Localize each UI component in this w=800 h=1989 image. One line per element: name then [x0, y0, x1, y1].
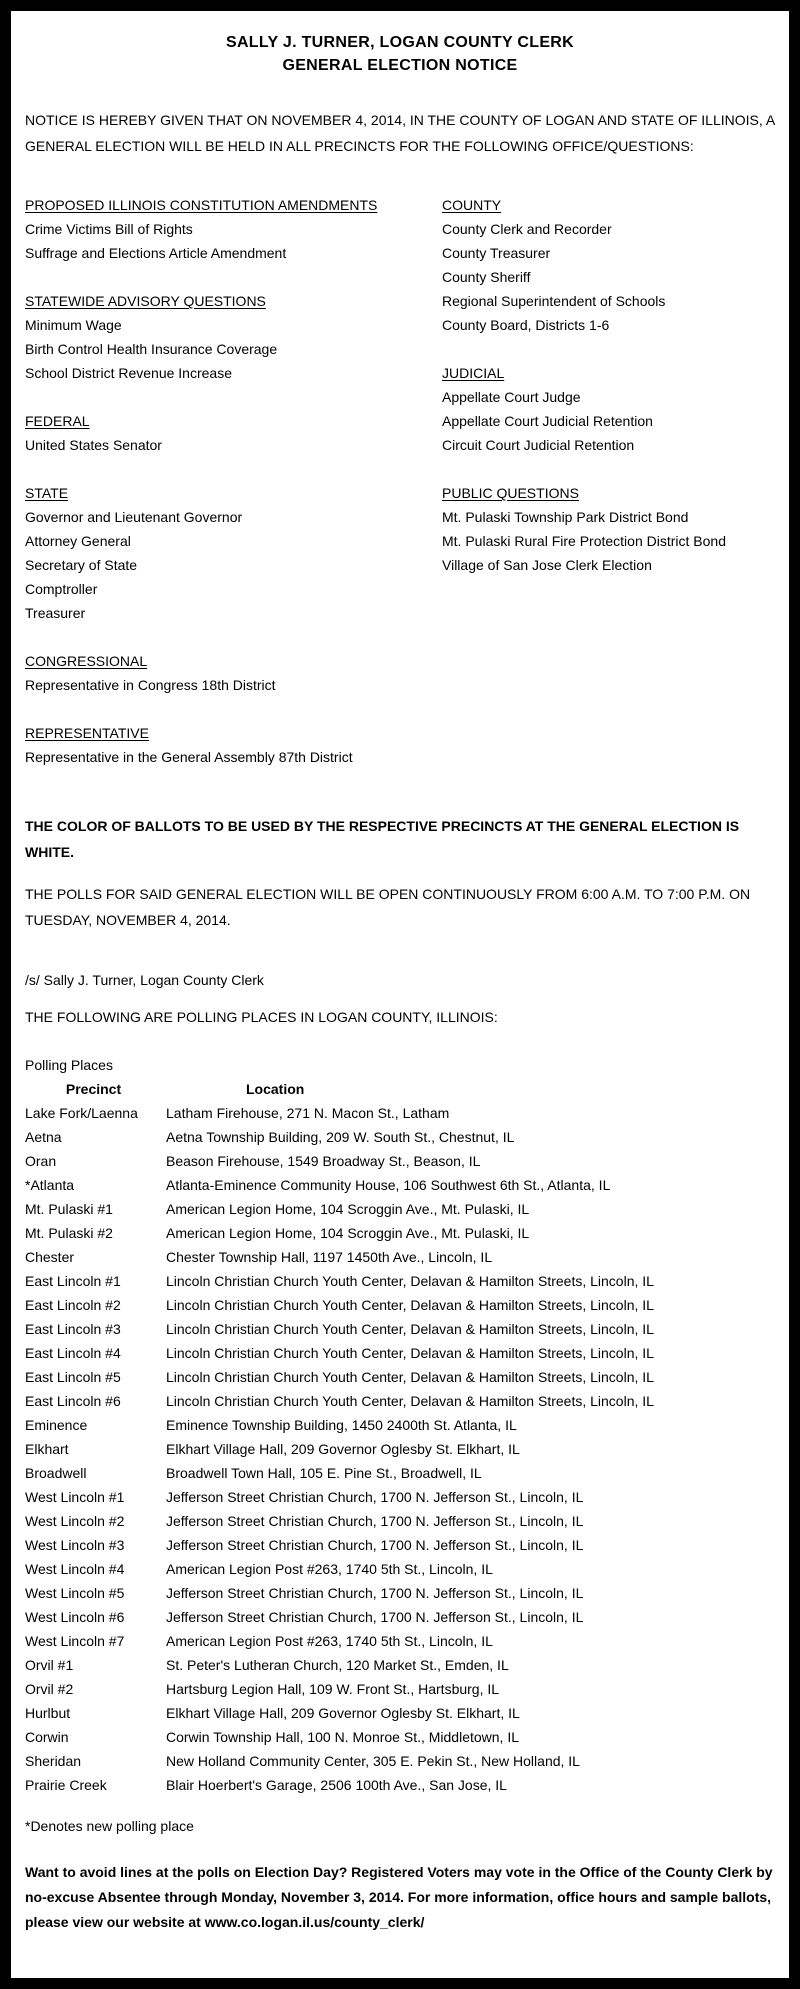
- polling-location: Atlanta-Eminence Community House, 106 Southwest 6th St., Atlanta, IL: [166, 1177, 611, 1193]
- office-section-item: Minimum Wage: [25, 317, 122, 333]
- precinct-name: East Lincoln #4: [25, 1345, 121, 1361]
- polling-location: Aetna Township Building, 209 W. South St., Chestnut, IL: [166, 1129, 515, 1145]
- clerk-signature-line: /s/ Sally J. Turner, Logan County Clerk: [25, 972, 264, 988]
- polling-location: Lincoln Christian Church Youth Center, Delavan & Hamilton Streets, Lincoln, IL: [166, 1345, 654, 1361]
- office-section: [25, 721, 442, 769]
- polling-location: New Holland Community Center, 305 E. Pekin St., New Holland, IL: [166, 1753, 580, 1769]
- polling-table-row: [25, 1725, 775, 1749]
- precinct-name: West Lincoln #7: [25, 1633, 125, 1649]
- office-section-heading: REPRESENTATIVE: [25, 725, 149, 741]
- office-section-item: County Treasurer: [442, 245, 551, 261]
- precinct-name: East Lincoln #1: [25, 1273, 121, 1289]
- office-section: [25, 409, 442, 457]
- polling-table-row: [25, 1461, 775, 1485]
- polling-table-row: [25, 1749, 775, 1773]
- office-section-item: Mt. Pulaski Township Park District Bond: [442, 509, 689, 525]
- polling-table-row: [25, 1773, 775, 1797]
- precinct-name: West Lincoln #4: [25, 1561, 125, 1577]
- precinct-name: West Lincoln #2: [25, 1513, 125, 1529]
- office-section-heading: STATEWIDE ADVISORY QUESTIONS: [25, 293, 266, 309]
- office-section-heading: PROPOSED ILLINOIS CONSTITUTION AMENDMENTS: [25, 197, 378, 213]
- precinct-name: West Lincoln #6: [25, 1609, 125, 1625]
- polling-location: Latham Firehouse, 271 N. Macon St., Latham: [166, 1105, 450, 1121]
- new-polling-place-note: *Denotes new polling place: [25, 1818, 194, 1834]
- precinct-name: East Lincoln #2: [25, 1297, 121, 1313]
- document-title: [25, 27, 775, 77]
- polling-table-row: [25, 1197, 775, 1221]
- offices-column-left: [25, 193, 442, 769]
- polling-location: Jefferson Street Christian Church, 1700 N. Jefferson St., Lincoln, IL: [166, 1609, 584, 1625]
- polling-location: Blair Hoerbert's Garage, 2506 100th Ave., San Jose, IL: [166, 1777, 507, 1793]
- polling-table-row: [25, 1389, 775, 1413]
- office-section: [25, 481, 442, 625]
- precinct-name: Corwin: [25, 1729, 69, 1745]
- polling-location: American Legion Home, 104 Scroggin Ave., Mt. Pulaski, IL: [166, 1201, 530, 1217]
- polling-table-body: [25, 1101, 775, 1797]
- polling-location: Elkhart Village Hall, 209 Governor Oglesby St. Elkhart, IL: [166, 1705, 520, 1721]
- polling-table-row: [25, 1245, 775, 1269]
- election-notice-document: [11, 11, 789, 1978]
- notice-intro-paragraph: NOTICE IS HEREBY GIVEN THAT ON NOVEMBER 4, 2014, IN THE COUNTY OF LOGAN AND STATE OF ILLINOIS, A GENERAL ELECTION WILL BE HELD IN ALL PRECINCTS FOR THE FOLLOWING OFFICE/QUESTIONS:: [25, 112, 775, 154]
- office-section: [25, 289, 442, 385]
- office-section: [442, 361, 775, 457]
- office-section: [442, 193, 775, 337]
- precinct-name: *Atlanta: [25, 1177, 75, 1193]
- polling-location: American Legion Home, 104 Scroggin Ave., Mt. Pulaski, IL: [166, 1225, 530, 1241]
- office-section-item: Attorney General: [25, 533, 131, 549]
- office-section: [442, 481, 775, 577]
- polling-location: American Legion Post #263, 1740 5th St., Lincoln, IL: [166, 1561, 493, 1577]
- precinct-name: Eminence: [25, 1417, 88, 1433]
- polling-table-row: [25, 1269, 775, 1293]
- precinct-name: Elkhart: [25, 1441, 69, 1457]
- title-line-2: GENERAL ELECTION NOTICE: [282, 57, 518, 74]
- office-section-item: Appellate Court Judicial Retention: [442, 413, 653, 429]
- precinct-column-header: Precinct: [65, 1081, 122, 1097]
- office-section-heading: JUDICIAL: [442, 365, 505, 381]
- polling-table-row: [25, 1173, 775, 1197]
- office-section: [25, 193, 442, 265]
- polling-location: Hartsburg Legion Hall, 109 W. Front St., Hartsburg, IL: [166, 1681, 500, 1697]
- precinct-name: Hurlbut: [25, 1705, 71, 1721]
- polling-places-intro: THE FOLLOWING ARE POLLING PLACES IN LOGAN COUNTY, ILLINOIS:: [25, 1009, 498, 1025]
- office-section-heading: COUNTY: [442, 197, 502, 213]
- office-section-item: County Clerk and Recorder: [442, 221, 612, 237]
- precinct-name: Aetna: [25, 1129, 62, 1145]
- polling-table-row: [25, 1533, 775, 1557]
- offices-column-right: [442, 193, 775, 769]
- office-section-item: Circuit Court Judicial Retention: [442, 437, 635, 453]
- polling-table-row: [25, 1317, 775, 1341]
- office-section-item: Secretary of State: [25, 557, 138, 573]
- office-section-item: Village of San Jose Clerk Election: [442, 557, 652, 573]
- polling-table-row: [25, 1125, 775, 1149]
- polling-table-row: [25, 1605, 775, 1629]
- polling-places-label: Polling Places: [25, 1057, 113, 1073]
- office-section-item: Crime Victims Bill of Rights: [25, 221, 193, 237]
- office-section: [25, 649, 442, 697]
- polling-table-row: [25, 1701, 775, 1725]
- precinct-name: Orvil #2: [25, 1681, 74, 1697]
- polling-table-row: [25, 1221, 775, 1245]
- polling-location: Lincoln Christian Church Youth Center, Delavan & Hamilton Streets, Lincoln, IL: [166, 1321, 654, 1337]
- polling-location: Lincoln Christian Church Youth Center, Delavan & Hamilton Streets, Lincoln, IL: [166, 1273, 654, 1289]
- polling-location: Lincoln Christian Church Youth Center, Delavan & Hamilton Streets, Lincoln, IL: [166, 1393, 654, 1409]
- polling-table-row: [25, 1677, 775, 1701]
- polling-table-header-row: [25, 1077, 775, 1101]
- precinct-name: West Lincoln #1: [25, 1489, 125, 1505]
- polling-table-row: [25, 1653, 775, 1677]
- office-section-heading: PUBLIC QUESTIONS: [442, 485, 579, 501]
- polls-hours-paragraph: THE POLLS FOR SAID GENERAL ELECTION WILL BE OPEN CONTINUOUSLY FROM 6:00 A.M. TO 7:00 P.M. ON TUESDAY, NOVEMBER 4, 2014.: [25, 886, 751, 928]
- offices-questions-columns: [25, 193, 775, 769]
- ballot-color-paragraph: THE COLOR OF BALLOTS TO BE USED BY THE RESPECTIVE PRECINCTS AT THE GENERAL ELECTION IS WHITE.: [25, 818, 740, 860]
- polling-location: Corwin Township Hall, 100 N. Monroe St., Middletown, IL: [166, 1729, 520, 1745]
- polling-table-row: [25, 1365, 775, 1389]
- location-column-header: Location: [246, 1081, 305, 1097]
- office-section-item: Governor and Lieutenant Governor: [25, 509, 243, 525]
- polling-location: Eminence Township Building, 1450 2400th St. Atlanta, IL: [166, 1417, 517, 1433]
- polling-table-row: [25, 1149, 775, 1173]
- polling-table-row: [25, 1293, 775, 1317]
- precinct-name: Prairie Creek: [25, 1777, 107, 1793]
- office-section-item: County Board, Districts 1-6: [442, 317, 610, 333]
- office-section-item: Comptroller: [25, 581, 98, 597]
- office-section-item: Representative in the General Assembly 87th District: [25, 749, 353, 765]
- polling-location: Chester Township Hall, 1197 1450th Ave., Lincoln, IL: [166, 1249, 493, 1265]
- polling-table-row: [25, 1413, 775, 1437]
- office-section-heading: STATE: [25, 485, 69, 501]
- precinct-name: Chester: [25, 1249, 75, 1265]
- polling-places-table: [25, 1077, 775, 1797]
- polling-location: Lincoln Christian Church Youth Center, Delavan & Hamilton Streets, Lincoln, IL: [166, 1297, 654, 1313]
- polling-table-row: [25, 1437, 775, 1461]
- polling-location: American Legion Post #263, 1740 5th St., Lincoln, IL: [166, 1633, 493, 1649]
- polling-table-row: [25, 1557, 775, 1581]
- polling-location: Elkhart Village Hall, 209 Governor Oglesby St. Elkhart, IL: [166, 1441, 520, 1457]
- precinct-name: Mt. Pulaski #2: [25, 1225, 113, 1241]
- precinct-name: East Lincoln #5: [25, 1369, 121, 1385]
- title-line-1: SALLY J. TURNER, LOGAN COUNTY CLERK: [225, 34, 574, 51]
- polling-table-row: [25, 1629, 775, 1653]
- precinct-name: Orvil #1: [25, 1657, 74, 1673]
- polling-table-row: [25, 1341, 775, 1365]
- polling-location: Jefferson Street Christian Church, 1700 N. Jefferson St., Lincoln, IL: [166, 1585, 584, 1601]
- precinct-name: West Lincoln #5: [25, 1585, 125, 1601]
- precinct-name: Lake Fork/Laenna: [25, 1105, 138, 1121]
- office-section-item: Mt. Pulaski Rural Fire Protection District Bond: [442, 533, 726, 549]
- office-section-item: County Sheriff: [442, 269, 531, 285]
- polling-location: Jefferson Street Christian Church, 1700 N. Jefferson St., Lincoln, IL: [166, 1537, 584, 1553]
- precinct-name: Sheridan: [25, 1753, 82, 1769]
- precinct-name: East Lincoln #3: [25, 1321, 121, 1337]
- polling-location: Jefferson Street Christian Church, 1700 N. Jefferson St., Lincoln, IL: [166, 1513, 584, 1529]
- polling-table-row: [25, 1485, 775, 1509]
- precinct-name: Oran: [25, 1153, 57, 1169]
- office-section-item: Appellate Court Judge: [442, 389, 581, 405]
- office-section-item: United States Senator: [25, 437, 162, 453]
- absentee-voting-notice: Want to avoid lines at the polls on Election Day? Registered Voters may vote in the Office of the County Clerk by no-excuse Absentee through Monday, November 3, 2014. For more information, office hours and sample ballots, please view our website at www.co.logan.il.us/county_clerk/: [25, 1864, 773, 1930]
- polling-location: Lincoln Christian Church Youth Center, Delavan & Hamilton Streets, Lincoln, IL: [166, 1369, 654, 1385]
- polling-location: Jefferson Street Christian Church, 1700 N. Jefferson St., Lincoln, IL: [166, 1489, 584, 1505]
- polling-location: Beason Firehouse, 1549 Broadway St., Beason, IL: [166, 1153, 481, 1169]
- precinct-name: East Lincoln #6: [25, 1393, 121, 1409]
- office-section-heading: CONGRESSIONAL: [25, 653, 148, 669]
- polling-table-row: [25, 1509, 775, 1533]
- office-section-item: School District Revenue Increase: [25, 365, 232, 381]
- precinct-name: Broadwell: [25, 1465, 87, 1481]
- office-section-item: Treasurer: [25, 605, 86, 621]
- office-section-item: Regional Superintendent of Schools: [442, 293, 666, 309]
- polling-table-row: [25, 1581, 775, 1605]
- office-section-item: Representative in Congress 18th District: [25, 677, 276, 693]
- polling-location: St. Peter's Lutheran Church, 120 Market St., Emden, IL: [166, 1657, 509, 1673]
- precinct-name: West Lincoln #3: [25, 1537, 125, 1553]
- polling-location: Broadwell Town Hall, 105 E. Pine St., Broadwell, IL: [166, 1465, 482, 1481]
- office-section-heading: FEDERAL: [25, 413, 90, 429]
- precinct-name: Mt. Pulaski #1: [25, 1201, 113, 1217]
- office-section-item: Suffrage and Elections Article Amendment: [25, 245, 287, 261]
- office-section-item: Birth Control Health Insurance Coverage: [25, 341, 278, 357]
- polling-table-row: [25, 1101, 775, 1125]
